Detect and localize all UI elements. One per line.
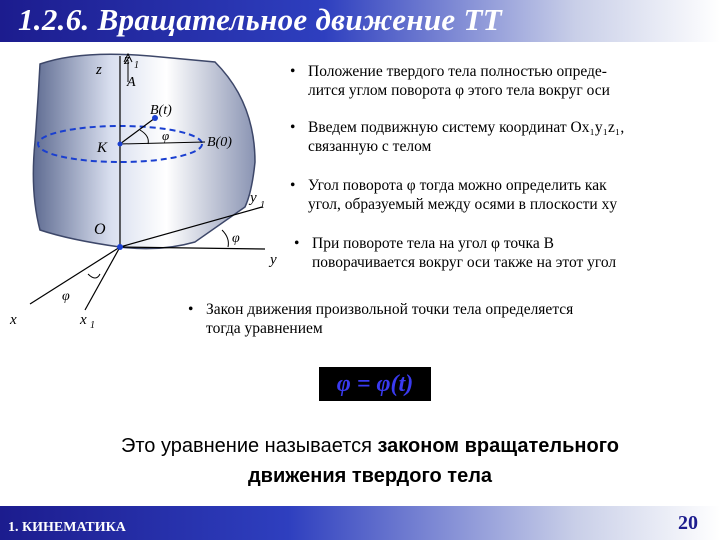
page-number: 20 [678, 512, 698, 534]
slide-title: 1.2.6. Вращательное движение ТТ [18, 2, 502, 37]
label-k: K [97, 140, 108, 156]
label-b0: B(0) [207, 135, 232, 150]
label-y1: y [250, 190, 257, 206]
label-o: O [94, 221, 106, 238]
x-axis [30, 247, 120, 304]
conclusion-text [40, 431, 700, 491]
conclusion-bold2: движения твердого тела [247, 465, 493, 487]
label-z1-sub: 1 [134, 60, 139, 71]
label-a: A [127, 75, 136, 90]
bullet-1: • Положение твердого тела полностью опреде- лится углом поворота φ этого тела вокруг оси [290, 63, 610, 99]
label-phi-low: φ [62, 289, 70, 304]
bullet-2: • Введем подвижную систему координат Ox₁y₁z₁, связанную с телом [290, 119, 625, 155]
conclusion-bold1: законом вращательного [377, 435, 620, 457]
label-phi-top: φ [162, 128, 170, 143]
label-bt: B(t) [150, 103, 172, 118]
label-y1-sub: 1 [260, 200, 265, 211]
label-phi-mid: φ [232, 231, 240, 246]
title-bar [0, 0, 720, 42]
footer-bar [0, 506, 720, 540]
label-x1: x [80, 312, 87, 328]
motion-law-formula: φ = φ(t) [319, 367, 431, 401]
x1-axis [85, 247, 120, 310]
bullet-4: • При повороте тела на угол φ точка B поворачивается вокруг оси также на этот угол [294, 235, 617, 271]
point-k [118, 142, 123, 147]
rotation-figure [0, 42, 290, 342]
label-z: z [96, 62, 102, 78]
section-label: 1. КИНЕМАТИКА [8, 520, 126, 535]
label-y: y [270, 252, 277, 268]
label-z1: z [124, 52, 130, 68]
label-x: x [10, 312, 17, 328]
conclusion-part1: Это уравнение называется [120, 435, 378, 457]
label-x1-sub: 1 [90, 320, 95, 331]
bullet-3: • Угол поворота φ тогда можно определить как угол, образуемый между осями в плоскости xy [290, 177, 618, 213]
point-o [117, 244, 123, 250]
bullet-5: • Закон движения произвольной точки тела определяется тогда уравнением [188, 301, 574, 337]
rigid-body-shape [33, 54, 255, 248]
